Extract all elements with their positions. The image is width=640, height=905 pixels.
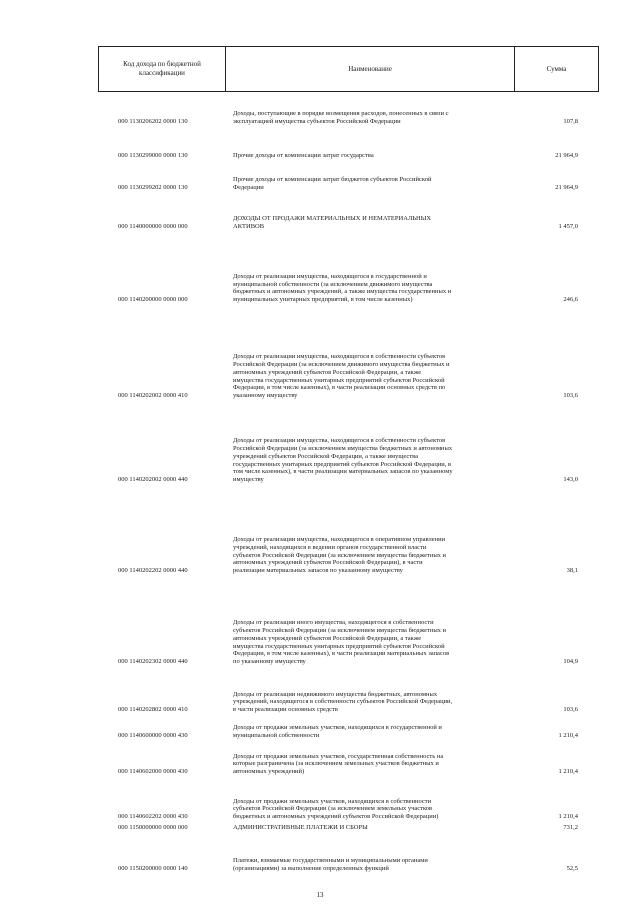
row-code: 000 1140202302 0000 440 [118, 658, 188, 666]
row-name: Доходы от реализации имущества, находящегося в оперативном управлении учреждений, находящихся в ведении органов государственной власти субъектов Российской Федерации (за исключением имущества бюджетных и автономных учреждений субъектов Российской Федерации), в части реализации материальных запасов по указанному имуществу [233, 536, 447, 575]
table-row [0, 614, 640, 666]
table-row [0, 268, 640, 304]
table-row [0, 432, 640, 484]
table-row [0, 723, 640, 740]
row-name: Доходы от продажи земельных участков, находящихся в собственности субъектов Российской Федерации (за исключением земельных участков бюджетных и автономных учреждений субъектов Российской Федерации) [233, 797, 439, 821]
table-row [0, 530, 640, 575]
row-code: 000 1150200000 0000 140 [118, 865, 188, 873]
row-code: 000 1140200000 0000 000 [118, 296, 188, 304]
row-code: 000 1140202002 0000 440 [118, 476, 188, 484]
row-sum: 21 964,9 [555, 152, 578, 160]
row-code: 000 1140202002 0000 410 [118, 392, 188, 400]
row-sum: 1 210,4 [558, 732, 578, 740]
row-sum: 1 457,0 [558, 223, 578, 231]
table-row [0, 348, 640, 400]
row-code: 000 1140202802 0000 410 [118, 706, 188, 714]
row-sum: 107,8 [563, 118, 578, 126]
row-sum: 246,6 [563, 296, 578, 304]
row-name: Доходы от реализации имущества, находящегося в собственности субъектов Российской Федерации (за исключением движимого имущества бюджетных и автономных учреждений субъектов Российской Федерации, а также имущества государственных унитарных предприятий субъектов Российской Федерации, в том числе казенных), в части реализации основных средств по указанному имуществу [233, 353, 450, 400]
table-row [0, 688, 640, 714]
table-row [0, 150, 640, 160]
table-header [98, 46, 599, 92]
row-code: 000 1140602202 0000 430 [118, 813, 188, 821]
row-code: 000 1140000000 0000 000 [118, 223, 188, 231]
row-name: Доходы, поступающие в порядке возмещения расходов, понесенных в связи с эксплуатацией имущества субъектов Российской Федерации [233, 110, 449, 126]
row-name: Доходы от продажи земельных участков, государственная собственность на которые разграничена (за исключением земельных участков бюджетных и автономных учреждений) [233, 752, 444, 776]
row-name: АДМИНИСТРАТИВНЫЕ ПЛАТЕЖИ И СБОРЫ [233, 824, 368, 832]
table-row [0, 855, 640, 873]
row-sum: 143,0 [563, 476, 578, 484]
table-row [0, 750, 640, 776]
row-sum: 731,2 [563, 824, 578, 832]
header-name-column: Наименование [226, 47, 515, 91]
row-sum: 52,5 [566, 865, 578, 873]
table-row [0, 104, 640, 126]
row-name: Доходы от реализации имущества, находящегося в собственности субъектов Российской Федерации (за исключением имущества бюджетных и автономных учреждений субъектов Российской Федерации, а также имущества государственных унитарных предприятий субъектов Российской Федерации, в том числе казенных), в части реализации материальных запасов по указанному имуществу [233, 437, 453, 484]
row-sum: 38,1 [566, 567, 578, 575]
table-row [0, 214, 640, 231]
table-row [0, 823, 640, 832]
table-row [0, 795, 640, 821]
row-sum: 103,6 [563, 392, 578, 400]
row-name: Прочие доходы от компенсации затрат государства [233, 152, 374, 160]
page-number: 13 [316, 891, 324, 899]
row-sum: 1 210,4 [558, 813, 578, 821]
table-row [0, 176, 640, 192]
row-name: Прочие доходы от компенсации затрат бюджетов субъектов Российской Федерации [233, 176, 432, 192]
row-code: 000 1130206202 0000 130 [118, 118, 188, 126]
row-code: 000 1140202202 0000 440 [118, 567, 188, 575]
row-name: Доходы от продажи земельных участков, находящихся в государственной и муниципальной собственности [233, 724, 442, 740]
row-sum: 1 210,4 [558, 768, 578, 776]
row-code: 000 1150000000 0000 000 [118, 824, 188, 832]
row-name: Доходы от реализации имущества, находящегося в государственной и муниципальной собственности (за исключением движимого имущества бюджетных и автономных учреждений, а также имущества государственных и муниципальных унитарных предприятий, в том числе казенных) [233, 272, 452, 304]
row-code: 000 1130299202 0000 130 [118, 184, 188, 192]
row-sum: 103,6 [563, 706, 578, 714]
row-code: 000 1130299000 0000 130 [118, 152, 188, 160]
row-name: Платежи, взимаемые государственными и муниципальными органами (организациями) за выполнение определенных функций [233, 857, 428, 873]
header-sum-column: Сумма [546, 65, 567, 73]
row-sum: 104,9 [563, 658, 578, 666]
row-name: Доходы от реализации недвижимого имущества бюджетных, автономных учреждений, находящегося в собственности субъектов Российской Федерации, в части реализации основных средств [233, 690, 453, 714]
row-name: Доходы от реализации иного имущества, находящегося в собственности субъектов Российской Федерации (за исключением имущества бюджетных и автономных учреждений субъектов Российской Федерации, а также имущества государственных унитарных предприятий субъектов Российской Федерации, в том числе казенных), в части реализации материальных запасов по указанному имуществу [233, 619, 450, 666]
header-code-column: Код дохода по бюджетной классификации [99, 47, 226, 91]
row-sum: 21 964,9 [555, 184, 578, 192]
row-code: 000 1140600000 0000 430 [118, 732, 188, 740]
row-name: ДОХОДЫ ОТ ПРОДАЖИ МАТЕРИАЛЬНЫХ И НЕМАТЕРИАЛЬНЫХ АКТИВОВ [233, 215, 432, 231]
row-code: 000 1140602000 0000 430 [118, 768, 188, 776]
